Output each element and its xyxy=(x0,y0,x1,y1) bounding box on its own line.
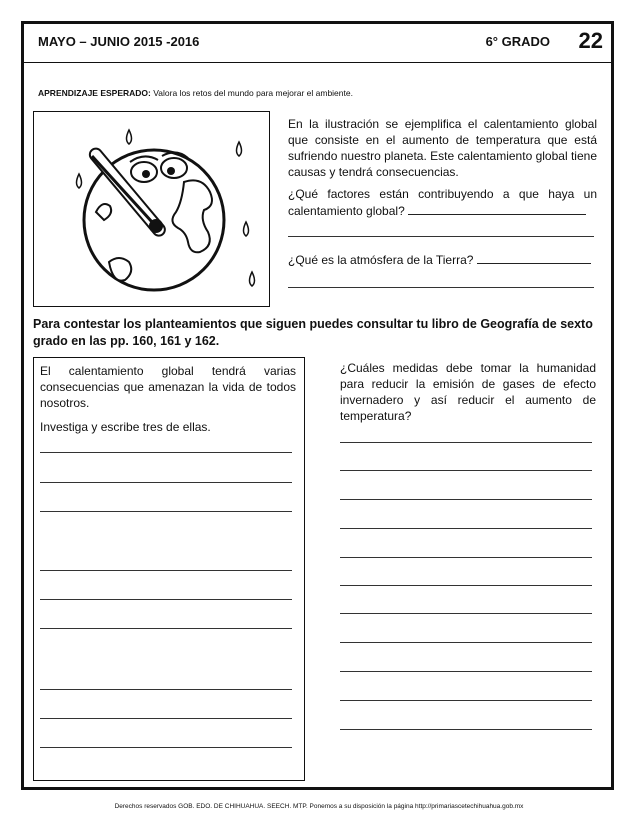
footer-copyright: Derechos reservados GOB. EDO. DE CHIHUAHUA. SEECH. MTP. Ponemos a su disposición la página http://primariascetechihuahua.gob.mx xyxy=(114,803,524,810)
answer-line[interactable] xyxy=(340,470,592,471)
answer-line[interactable] xyxy=(40,511,292,512)
intro-paragraph: En la ilustración se ejemplifica el calentamiento global que consiste en el aumento de temperatura que está sufriendo nuestro planeta. Este calentamiento global tiene causas y tendrá consecuencias. xyxy=(288,117,597,179)
page-number: 22 xyxy=(578,28,603,53)
answer-line[interactable] xyxy=(288,287,594,288)
answer-line[interactable] xyxy=(340,671,592,672)
answer-line[interactable] xyxy=(340,729,592,730)
question-2 xyxy=(288,251,597,268)
learning-label: APRENDIZAJE ESPERADO: xyxy=(38,88,151,98)
header xyxy=(24,24,611,62)
learning-text: Valora los retos del mundo para mejorar el ambiente. xyxy=(153,88,353,98)
sick-earth-with-thermometer-icon xyxy=(34,112,268,305)
answer-line[interactable] xyxy=(340,613,592,614)
answer-line[interactable] xyxy=(340,585,592,586)
measures-question: ¿Cuáles medidas debe tomar la humanidad para reducir la emisión de gases de efecto invernadero y así reducir el aumento de temperatura? xyxy=(340,361,596,423)
answer-line[interactable] xyxy=(40,689,292,690)
answer-line[interactable] xyxy=(40,452,292,453)
consequences-task: Investiga y escribe tres de ellas. xyxy=(40,420,211,434)
answer-line[interactable] xyxy=(340,442,592,443)
question-1 xyxy=(288,186,597,219)
period-label: MAYO – JUNIO 2015 -2016 xyxy=(38,34,200,49)
learning-objective xyxy=(38,88,353,98)
answer-blank[interactable] xyxy=(477,251,591,264)
answer-line[interactable] xyxy=(340,557,592,558)
answer-line[interactable] xyxy=(40,718,292,719)
answer-line[interactable] xyxy=(340,528,592,529)
answer-line[interactable] xyxy=(340,642,592,643)
answer-line[interactable] xyxy=(40,570,292,571)
header-divider xyxy=(24,62,611,63)
answer-line[interactable] xyxy=(288,236,594,237)
consequences-paragraph: El calentamiento global tendrá varias consecuencias que amenazan la vida de todos nosotros. xyxy=(40,364,296,410)
answer-line[interactable] xyxy=(40,599,292,600)
question-2-text: ¿Qué es la atmósfera de la Tierra? xyxy=(288,253,474,267)
answer-line[interactable] xyxy=(340,499,592,500)
answer-blank[interactable] xyxy=(408,202,586,215)
answer-line[interactable] xyxy=(340,700,592,701)
answer-line[interactable] xyxy=(40,747,292,748)
grade-label: 6° GRADO xyxy=(485,34,550,49)
answer-line[interactable] xyxy=(40,482,292,483)
intro-text xyxy=(288,116,597,188)
question-1-text: ¿Qué factores están contribuyendo a que haya un calentamiento global? xyxy=(288,187,597,218)
consequences-text xyxy=(40,363,296,443)
illustration-box xyxy=(33,111,270,307)
instruction: Para contestar los planteamientos que siguen puedes consultar tu libro de Geografía de sexto grado en las pp. 160, 161 y 162. xyxy=(33,317,593,348)
answer-line[interactable] xyxy=(40,628,292,629)
